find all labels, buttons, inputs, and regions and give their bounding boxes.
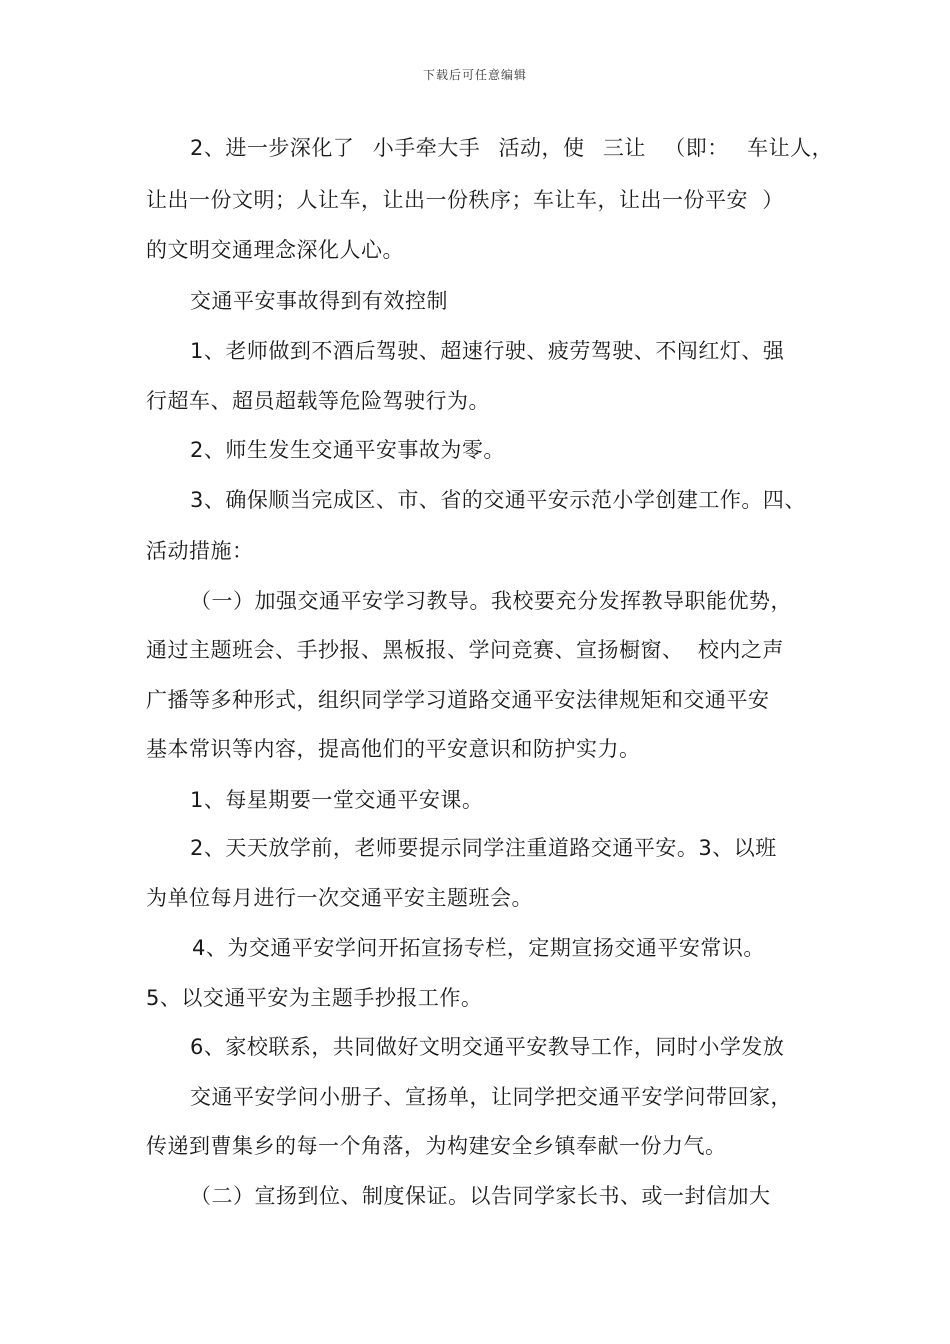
paragraph-line: 2、进一步深化了 小手牵大手 活动，使 三让 （即： 车让人，: [190, 136, 834, 160]
paragraph-line: 通过主题班会、手抄报、黑板报、学问竞赛、宣扬橱窗、 校内之声: [146, 638, 784, 662]
paragraph-line: 6、家校联系，共同做好文明交通平安教导工作，同时小学发放: [190, 1035, 785, 1059]
paragraph-line: 2、师生发生交通平安事故为零。: [190, 438, 505, 462]
paragraph-line: 的文明交通理念深化人心。: [146, 238, 404, 262]
paragraph-line: 1、每星期要一堂交通平安课。: [190, 788, 484, 812]
paragraph-line: 4、为交通平安学问开拓宣扬专栏，定期宣扬交通平安常识。: [192, 936, 765, 960]
paragraph-line: （一）加强交通平安学习教导。我校要充分发挥教导职能优势，: [190, 589, 792, 613]
paragraph-line: 3、确保顺当完成区、市、省的交通平安示范小学创建工作。四、: [190, 488, 806, 512]
paragraph-line: 交通平安学问小册子、宣扬单，让同学把交通平安学问带回家，: [190, 1085, 792, 1109]
paragraph-line: 为单位每月进行一次交通平安主题班会。: [146, 886, 533, 910]
paragraph-line: 1、老师做到不酒后驾驶、超速行驶、疲劳驾驶、不闯红灯、强: [190, 339, 785, 363]
paragraph-line: 基本常识等内容，提高他们的平安意识和防护实力。: [146, 737, 641, 761]
section-heading: 交通平安事故得到有效控制: [190, 289, 448, 313]
page-header: 下载后可任意编辑: [422, 68, 527, 82]
paragraph-line: 5、以交通平安为主题手抄报工作。: [146, 986, 483, 1010]
paragraph-line: 活动措施：: [146, 539, 254, 563]
paragraph-line: 传递到曹集乡的每一个角落，为构建安全乡镇奉献一份力气。: [146, 1134, 727, 1158]
paragraph-line: （二）宣扬到位、制度保证。以告同学家长书、或一封信加大: [190, 1184, 771, 1208]
paragraph-line: 广播等多种形式，组织同学学习道路交通平安法律规矩和交通平安: [146, 688, 770, 712]
paragraph-line: 2、天天放学前，老师要提示同学注重道路交通平安。3、以班: [190, 836, 777, 860]
paragraph-line: 行超车、超员超载等危险驾驶行为。: [146, 389, 490, 413]
paragraph-line: 让出一份文明；人让车，让出一份秩序；车让车，让出一份平安 ）: [146, 188, 784, 212]
